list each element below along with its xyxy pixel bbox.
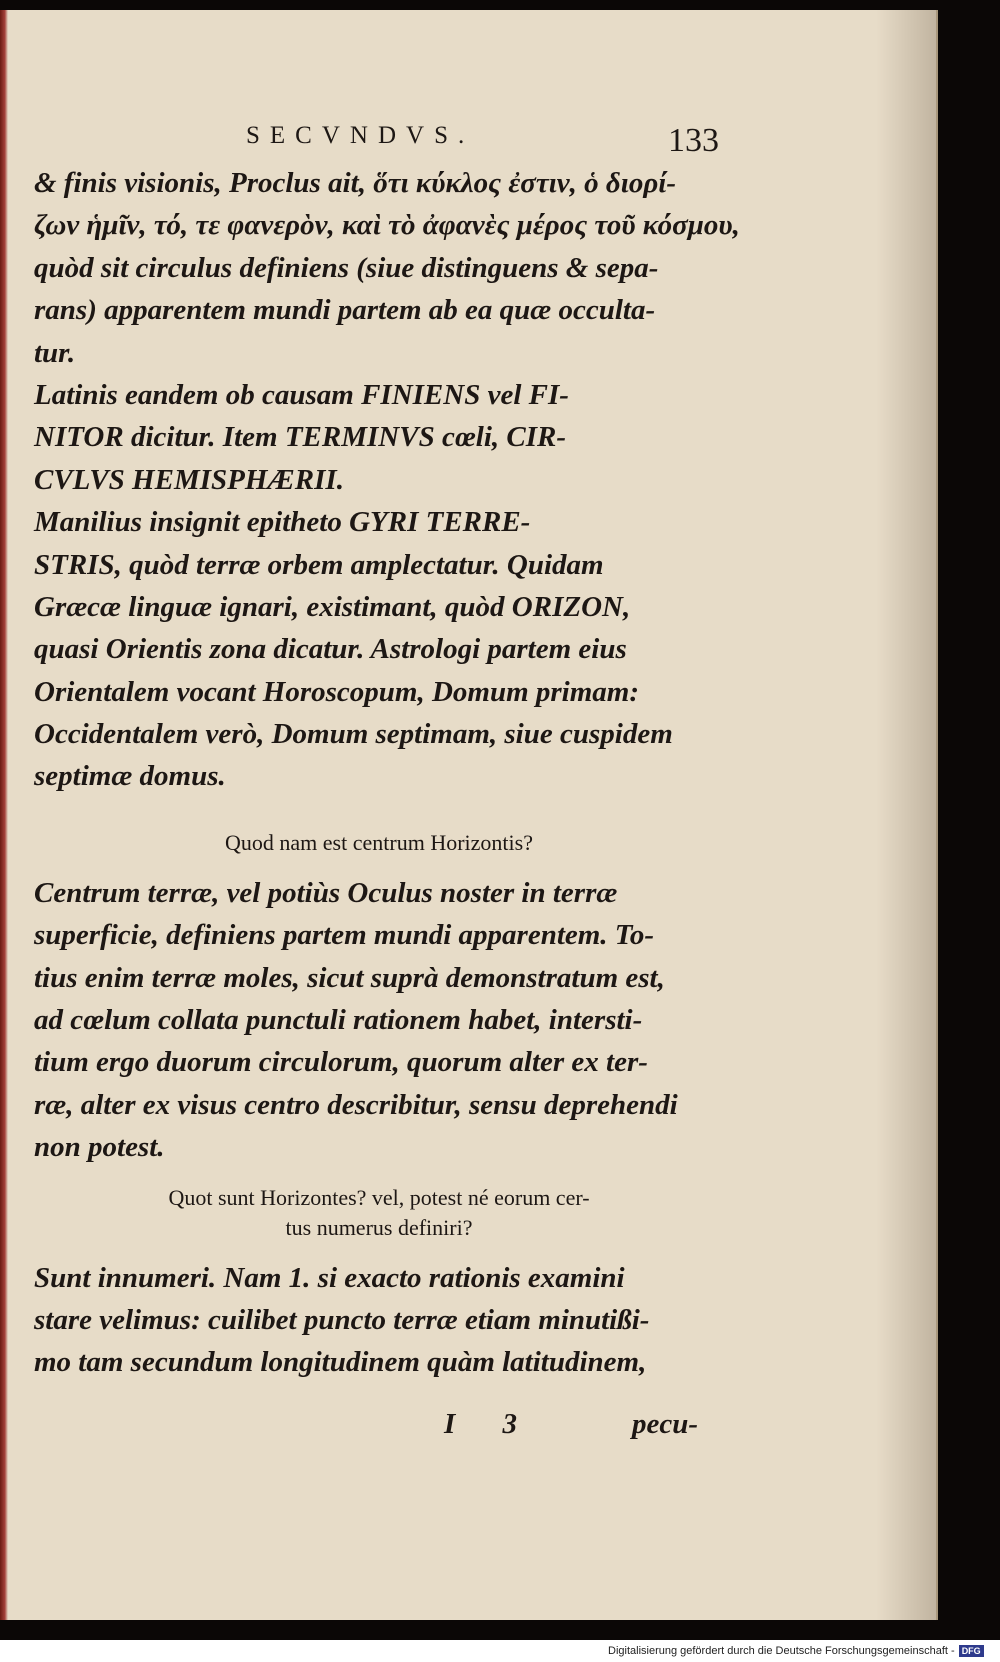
text-line: quasi Orientis zona dicatur. Astrologi partem eius <box>34 633 627 666</box>
text-line: CVLVS HEMISPHÆRII. <box>34 463 344 496</box>
text-line: tius enim terræ moles, sicut suprà demonstratum est, <box>34 961 665 994</box>
footer-text: Digitalisierung gefördert durch die Deutsche Forschungsgemeinschaft - <box>608 1645 955 1657</box>
body-text <box>34 162 740 1384</box>
text-line: STRIS, quòd terræ orbem amplectatur. Quidam <box>34 548 604 581</box>
text-line: Latinis eandem ob causam FINIENS vel FI- <box>34 378 569 411</box>
text-line: tur. <box>34 336 76 369</box>
page-number: 133 <box>668 122 719 159</box>
catchword: pecu- <box>632 1408 699 1440</box>
text-line: rans) apparentem mundi partem ab ea quæ occulta- <box>34 294 656 327</box>
signature-mark: I 3 <box>444 1408 538 1440</box>
book-page <box>0 10 938 1620</box>
running-head: SECVNDVS. <box>246 122 475 149</box>
text-line: stare velimus: cuilibet puncto terræ etiam minutißi- <box>34 1303 650 1336</box>
text-line: Occidentalem verò, Domum septimam, siue cuspidem <box>34 718 673 751</box>
text-line: Græcæ linguæ ignari, existimant, quòd ORIZON, <box>34 590 631 623</box>
binding-edge <box>0 10 8 1620</box>
text-line: Sunt innumeri. Nam 1. si exacto rationis examini <box>34 1261 625 1294</box>
text-line: Centrum terræ, vel potiùs Oculus noster in terræ <box>34 876 618 909</box>
text-line: Manilius insignit epitheto GYRI TERRE- <box>34 506 531 539</box>
text-line: ræ, alter ex visus centro describitur, sensu deprehendi <box>34 1088 678 1121</box>
question-heading: tus numerus definiri? <box>285 1214 473 1240</box>
text-line: mo tam secundum longitudinem quàm latitudinem, <box>34 1346 647 1379</box>
text-line: Orientalem vocant Horoscopum, Domum primam: <box>34 675 639 708</box>
question-heading: Quod nam est centrum Horizontis? <box>225 829 533 855</box>
question-heading: Quot sunt Horizontes? vel, potest né eorum cer- <box>168 1184 590 1210</box>
dfg-logo: DFG <box>959 1645 984 1657</box>
text-line: ζων ἡμῖν, τό, τε φανερὸν, καὶ τὸ ἀφανὲς μέρος τοῦ κόσμου, <box>34 209 740 242</box>
text-line: superficie, definiens partem mundi apparentem. To- <box>34 919 655 952</box>
text-line: tium ergo duorum circulorum, quorum alter ex ter- <box>34 1046 648 1079</box>
text-line: ad cœlum collata punctuli rationem habet, intersti- <box>34 1004 643 1037</box>
text-line: non potest. <box>34 1131 165 1164</box>
text-line: NITOR dicitur. Item TERMINVS cœli, CIR- <box>34 421 567 454</box>
digitization-footer <box>608 1645 984 1657</box>
text-line: quòd sit circulus definiens (siue distinguens & sepa- <box>34 251 659 284</box>
text-line: & finis visionis, Proclus ait, ὅτι κύκλος ἐστιν, ὁ διορί- <box>34 167 676 199</box>
text-line: septimæ domus. <box>34 760 226 793</box>
